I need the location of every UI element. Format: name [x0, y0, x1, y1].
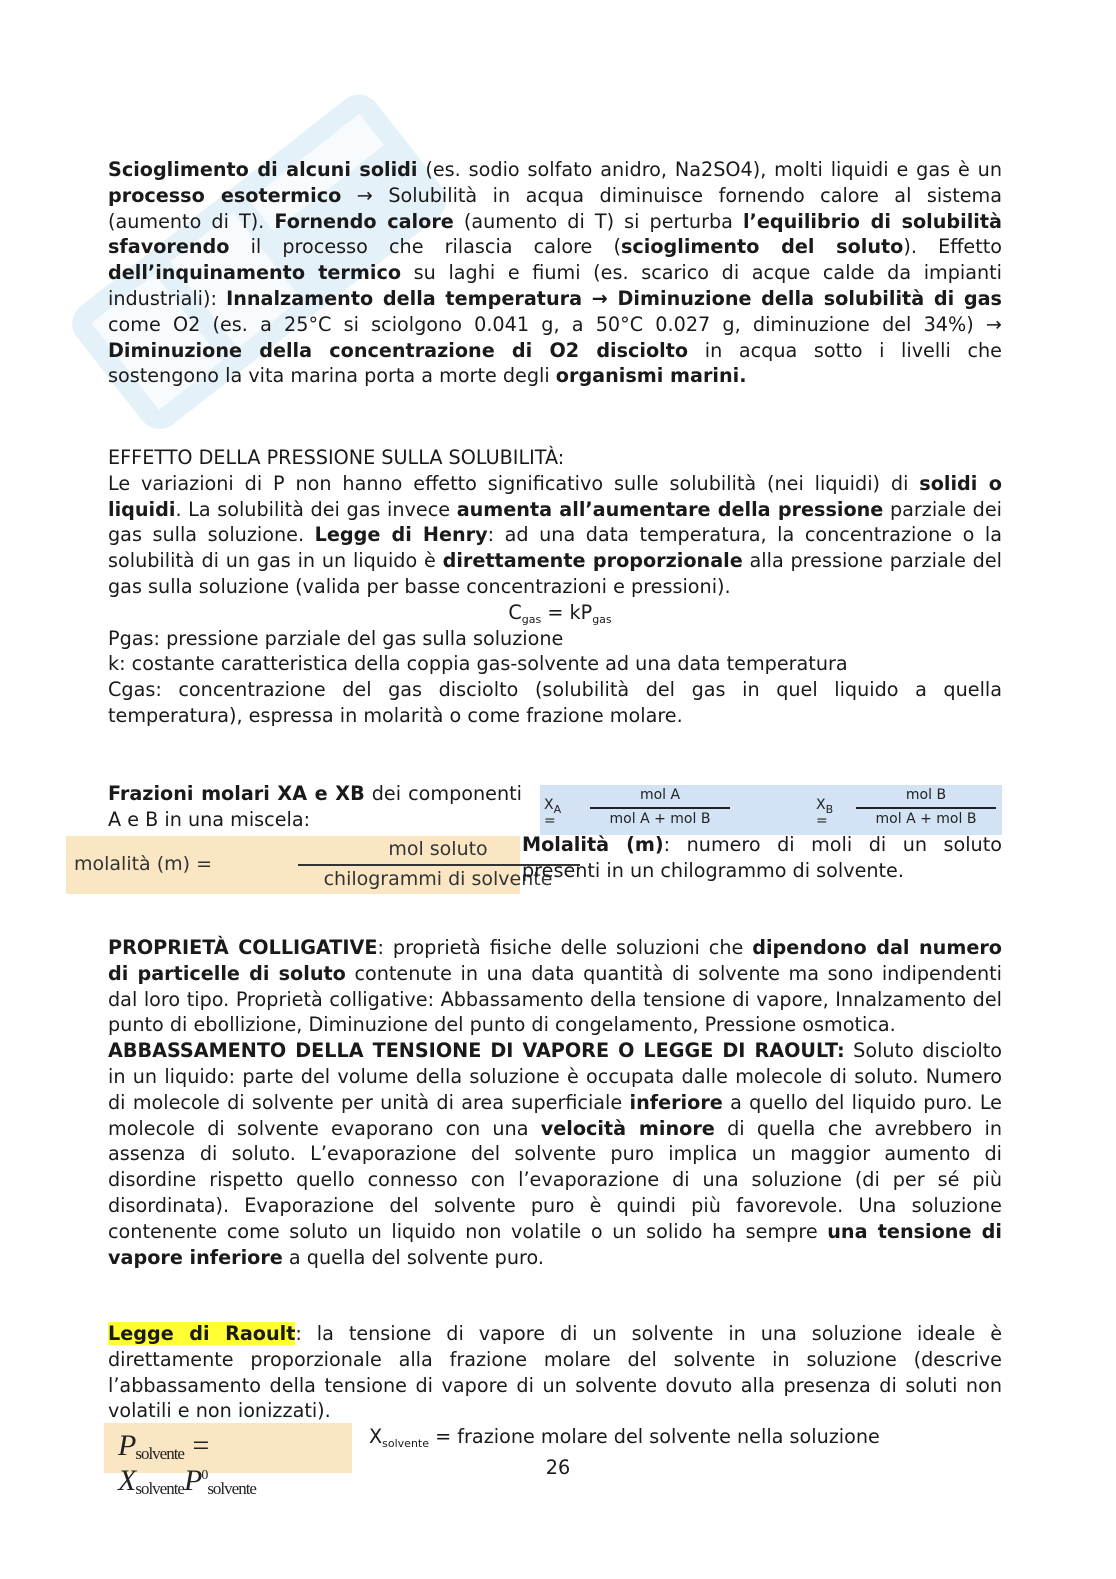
- colligative-properties-text: PROPRIETÀ COLLIGATIVE: proprietà fisiche delle soluzioni che dipendono dal numero di particelle di soluto contenute in una data quantità di solvente ma sono indipendenti dal loro tipo. Proprietà colligative: Abbassamento della tensione di vapore, Innalzamento del punto di ebollizione, Diminuzione del punto di congelamento, Pressione osmotica.: [108, 936, 1003, 1037]
- paragraph-dissolution: Scioglimento di alcuni solidi (es. sodio solfato anidro, Na2SO4), molti liquidi e gas è un processo esotermico → Solubilità in acqua diminuisce fornendo calore al sistema (aumento di T). Fornendo calore (aumento di T) si perturba l’equilibrio di solubilità sfavorendo il processo che rilascia calore (scioglimento del soluto). Effetto dell’inquinamento termico su laghi e fiumi (es. scarico di acque calde da impianti industriali): Innalzamento della temperatura → Diminuzione della solubilità di gas come O2 (es. a 25°C si sciolgono 0.041 g, a 50°C 0.027 g, diminuzione del 34%) → Diminuzione della concentrazione di O2 disciolto in acqua sotto i livelli che sostengono la vita marina porta a morte degli organismi marini.: [108, 158, 1003, 388]
- vapor-pressure-lowering-text: ABBASSAMENTO DELLA TENSIONE DI VAPORE O LEGGE DI RAOULT: Soluto disciolto in un liquido: parte del volume della soluzione è occupata dalle molecole di soluto. Numero di molecole di solvente per unità di area superficiale inferiore a quello del liquido puro. Le molecole di solvente evaporano con una velocità minore di quella che avrebbero in assenza di soluto. L’evaporazione del solvente puro implica un maggior aumento di disordine rispetto quello connesso con l’evaporazione di una soluzione (di per sé più disordinata). Evaporazione del solvente puro è quindi più favorevole. Una soluzione contenente come soluto un liquido non volatile o un solido ha sempre una tensione di vapore inferiore a quella del solvente puro.: [108, 1039, 1003, 1269]
- molality-formula: molalità (m) = mol soluto chilogrammi di solvente: [66, 836, 520, 894]
- definition-k: k: costante caratteristica della coppia gas-solvente ad una data temperatura: [108, 652, 848, 676]
- molality-text: Molalità (m): numero di moli di un soluto presenti in un chilogrammo di solvente.: [522, 833, 1002, 882]
- x-solvent-definition: $X_{solvente}$ = frazione molare del solvente nella soluzione: [369, 1425, 880, 1450]
- mole-fraction-formulas: $X_A$ = mol A mol A + mol B $X_B$ = mol B mol A + mol B: [540, 785, 1002, 835]
- page-number: 26: [545, 1456, 571, 1479]
- raoult-formula: Psolvente = XsolventeP$^0$solvente: [104, 1423, 352, 1473]
- raoult-law-highlight: Legge di Raoult: [108, 1322, 296, 1345]
- paragraph-colligative: [108, 935, 1002, 1270]
- henry-equation: $C_{gas} = kP_{gas}$: [508, 600, 612, 626]
- definition-cgas: Cgas: concentrazione del gas disciolto (solubilità del gas in quel liquido a quella temperatura), espressa in molarità o come frazione molare.: [108, 678, 1002, 727]
- definition-pgas: Pgas: pressione parziale del gas sulla soluzione: [108, 626, 564, 650]
- henry-law-text: Le variazioni di P non hanno effetto significativo sulle solubilità (nei liquidi) di solidi o liquidi. La solubilità dei gas invece aumenta all’aumentare della pressione parziale dei gas sulla soluzione. Legge di Henry: ad una data temperatura, la concentrazione o la solubilità di un gas in un liquido è direttamente proporzionale alla pressione parziale del gas sulla soluzione (valida per basse concentrazioni e pressioni).: [108, 471, 1003, 598]
- mole-fractions-text: Frazioni molari XA e XB dei componenti A e B in una miscela:: [108, 782, 522, 831]
- paragraph-raoult: Legge di Raoult: la tensione di vapore di un solvente in una soluzione ideale è direttamente proporzionale alla frazione molare del solvente in soluzione (descrive l’abbassamento della tensione di vapore di un solvente dovuto alla presenza di soluti non volatili e non ionizzati).: [108, 1322, 1002, 1423]
- paragraph-pressure: [108, 445, 1002, 729]
- section-heading-pressure: EFFETTO DELLA PRESSIONE SULLA SOLUBILITÀ:: [108, 446, 565, 469]
